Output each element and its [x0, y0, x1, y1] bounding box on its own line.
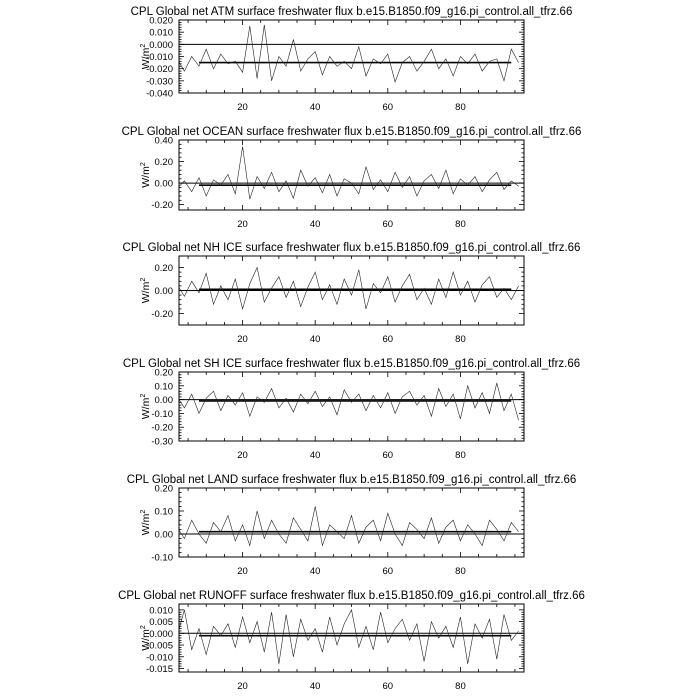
- x-tick-label: 20: [237, 102, 248, 113]
- y-axis-label-exponent: 2: [140, 509, 147, 514]
- y-axis-label-exponent: 2: [140, 162, 147, 167]
- x-tick-label: 80: [455, 334, 466, 345]
- plot-frame: [179, 488, 524, 557]
- x-tick-label: 80: [455, 681, 466, 692]
- x-tick-label: 60: [382, 102, 394, 113]
- y-tick-label: 0.10: [154, 381, 173, 393]
- y-tick-label: 0.005: [149, 617, 173, 629]
- panel-5: [118, 590, 585, 692]
- panel-title: CPL Global net OCEAN surface freshwater flux b.e15.B1850.f09_g16.pi_control.all_tfrz.66: [121, 126, 582, 138]
- plot-frame: [179, 20, 524, 93]
- y-tick-label: -0.010: [146, 652, 173, 664]
- y-tick-label: 0.020: [149, 15, 173, 27]
- y-tick-label: -0.20: [151, 422, 173, 434]
- y-axis-label: [140, 278, 152, 304]
- y-axis-label: [140, 394, 152, 420]
- y-axis-label-unit: W/m: [140, 281, 152, 304]
- x-tick-label: 40: [309, 681, 321, 692]
- plot-frame: [179, 372, 524, 441]
- series-line: [177, 506, 518, 545]
- x-tick-label: 80: [455, 102, 466, 113]
- y-tick-label: 0.00: [154, 286, 173, 297]
- x-tick-label: 40: [309, 566, 321, 577]
- y-axis-label-unit: W/m: [140, 513, 152, 536]
- y-axis-label-unit: W/m: [140, 397, 152, 420]
- plot-frame: [179, 140, 524, 210]
- x-tick-label: 40: [309, 334, 321, 345]
- y-axis-label: [140, 162, 152, 188]
- x-tick-label: 20: [237, 681, 248, 692]
- x-tick-label: 40: [309, 102, 321, 113]
- y-tick-label: -0.020: [146, 64, 173, 76]
- y-tick-label: -0.10: [151, 408, 173, 420]
- x-tick-label: 60: [382, 219, 394, 230]
- panel-3: [123, 358, 580, 461]
- x-tick-label: 60: [382, 566, 394, 577]
- x-tick-label: 60: [382, 681, 394, 692]
- y-axis-label-unit: W/m: [140, 166, 152, 188]
- y-tick-label: -0.010: [146, 52, 173, 63]
- panel-1: [122, 126, 582, 230]
- series-line: [177, 25, 518, 82]
- panel-0: [131, 6, 573, 113]
- y-axis-label-unit: W/m: [140, 629, 152, 651]
- x-tick-label: 20: [237, 219, 248, 230]
- y-axis-label-exponent: 2: [140, 625, 147, 630]
- x-tick-label: 80: [455, 566, 466, 577]
- y-tick-label: 0.00: [154, 178, 173, 190]
- panel-4: [127, 474, 577, 577]
- panel-title: CPL Global net ATM surface freshwater flux b.e15.B1850.f09_g16.pi_control.all_tfrz.66: [130, 6, 573, 18]
- y-axis-label-unit: W/m: [140, 47, 152, 70]
- panel-title: CPL Global net LAND surface freshwater flux b.e15.B1850.f09_g16.pi_control.all_tfrz.66: [126, 474, 577, 486]
- y-tick-label: -0.10: [151, 552, 173, 564]
- y-tick-label: 0.20: [154, 157, 173, 169]
- panel-title: CPL Global net SH ICE surface freshwater flux b.e15.B1850.f09_g16.pi_control.all_tfrz.66: [122, 358, 581, 370]
- y-tick-label: -0.030: [146, 76, 173, 88]
- x-tick-label: 40: [309, 219, 321, 230]
- y-tick-label: -0.20: [151, 200, 173, 212]
- panel-2: [123, 242, 581, 345]
- y-tick-label: 0.00: [154, 529, 173, 541]
- x-tick-label: 60: [382, 334, 394, 345]
- panel-title: CPL Global net RUNOFF surface freshwater flux b.e15.B1850.f09_g16.pi_control.all_tfrz.66: [118, 590, 585, 602]
- x-tick-label: 80: [455, 450, 466, 461]
- y-tick-label: -0.20: [151, 309, 173, 320]
- panel-title: CPL Global net NH ICE surface freshwater flux b.e15.B1850.f09_g16.pi_control.all_tfrz.66: [122, 242, 581, 254]
- x-tick-label: 20: [237, 334, 248, 345]
- y-tick-label: -0.015: [146, 663, 173, 675]
- y-tick-label: 0.010: [149, 605, 173, 617]
- x-tick-label: 20: [237, 566, 248, 577]
- x-tick-label: 80: [455, 219, 466, 230]
- y-tick-label: 0.10: [154, 506, 173, 518]
- y-tick-label: -0.040: [146, 88, 173, 100]
- y-tick-label: 0.000: [149, 628, 173, 640]
- y-tick-label: 0.000: [149, 39, 173, 51]
- y-axis-label-exponent: 2: [140, 393, 147, 398]
- y-tick-label: 0.010: [149, 27, 173, 39]
- series-line: [177, 610, 518, 664]
- x-tick-label: 40: [309, 450, 321, 461]
- y-axis-label-exponent: 2: [140, 277, 147, 282]
- y-tick-label: 0.00: [154, 395, 173, 407]
- x-tick-label: 20: [237, 450, 248, 461]
- y-tick-label: 0.20: [154, 483, 173, 495]
- series-line: [177, 268, 518, 309]
- y-tick-label: 0.20: [154, 263, 173, 274]
- y-axis-label: [140, 510, 152, 536]
- x-tick-label: 60: [382, 450, 394, 461]
- y-axis-label-exponent: 2: [140, 43, 147, 48]
- y-tick-label: -0.30: [151, 436, 173, 448]
- series-line: [177, 147, 518, 200]
- y-tick-label: -0.005: [146, 640, 173, 652]
- y-tick-label: 0.40: [154, 135, 173, 147]
- y-tick-label: 0.20: [154, 367, 173, 379]
